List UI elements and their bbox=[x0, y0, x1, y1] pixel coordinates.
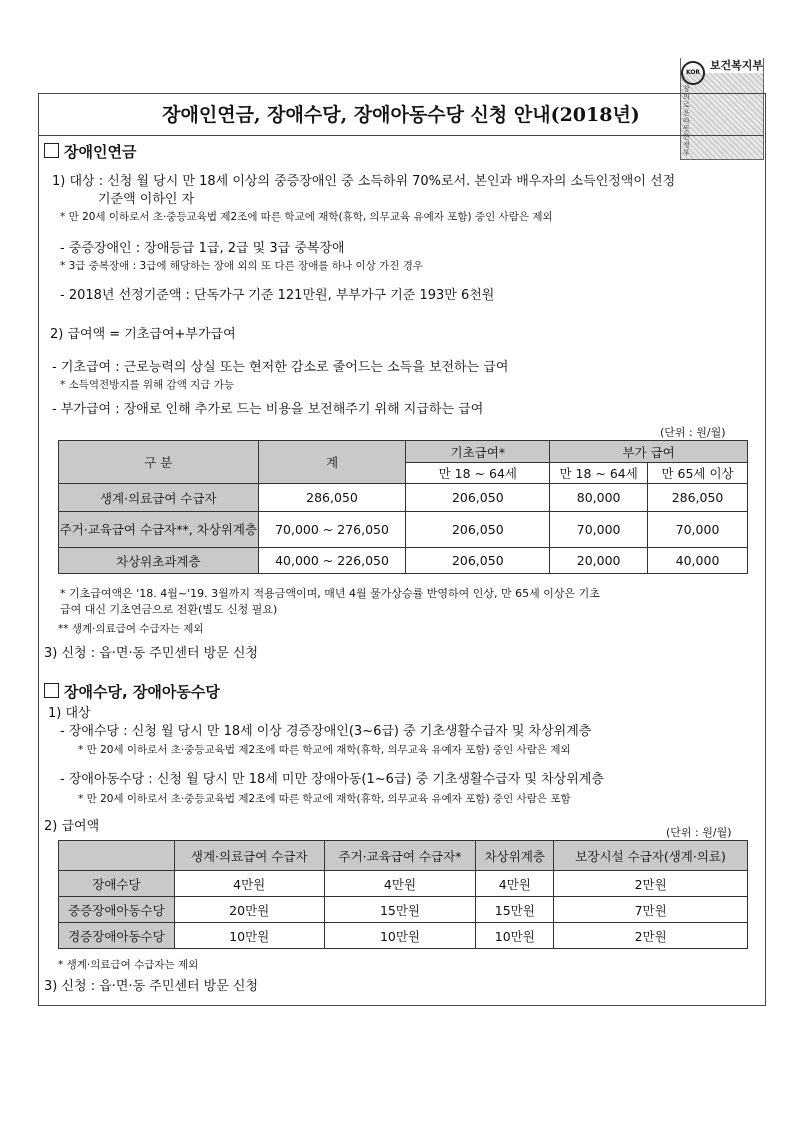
table-row bbox=[59, 897, 748, 923]
cell-total: 70,000 ~ 276,050 bbox=[258, 512, 406, 548]
pension-criteria: - 2018년 선정기준액 : 단독가구 기준 121만원, 부부가구 기준 193만 6천원 bbox=[60, 288, 495, 303]
checkbox-square-icon bbox=[44, 683, 59, 698]
table-row bbox=[59, 548, 748, 574]
cell-extra-65: 286,050 bbox=[648, 484, 748, 512]
document-title: 장애인연금, 장애수당, 장애아동수당 신청 안내(2018년) bbox=[38, 93, 764, 136]
row-label: 중증장애아동수당 bbox=[59, 897, 175, 923]
allowance-disab: - 장애수당 : 신청 월 당시 만 18세 이상 경증장애인(3~6급) 중 기초생활수급자 및 차상위계층 bbox=[60, 724, 592, 739]
allowance-note: * 생계·의료급여 수급자는 제외 bbox=[58, 959, 199, 971]
pension-target-note: * 만 20세 이하로서 초·중등교육법 제2조에 따른 학교에 재학(휴학, 의무교육 유예자 포함) 중인 사람은 제외 bbox=[60, 211, 553, 223]
cell-value: 10만원 bbox=[174, 923, 324, 949]
korea-logo-icon: KOR bbox=[681, 61, 705, 85]
cell-basic: 206,050 bbox=[406, 484, 550, 512]
pension-basic-note: * 소득역전방지를 위해 감액 지급 가능 bbox=[60, 379, 235, 391]
cell-value: 15만원 bbox=[476, 897, 554, 923]
table-row bbox=[59, 484, 748, 512]
pension-th-age1: 만 18 ~ 64세 bbox=[406, 463, 550, 484]
row-label: 차상위초과계층 bbox=[59, 548, 259, 574]
pension-th-total: 계 bbox=[258, 441, 406, 484]
allowance-benefit-heading: 2) 급여액 bbox=[44, 819, 100, 834]
pension-th-category: 구 분 bbox=[59, 441, 259, 484]
allowance-th-blank bbox=[59, 841, 175, 871]
pension-heading-text: 장애인연금 bbox=[64, 143, 137, 161]
table-row bbox=[59, 512, 748, 548]
cell-extra-65: 40,000 bbox=[648, 548, 748, 574]
allowance-child: - 장애아동수당 : 신청 월 당시 만 18세 미만 장애아동(1~6급) 중 기초생활수급자 및 차상위계층 bbox=[60, 772, 604, 787]
checkbox-square-icon bbox=[44, 143, 59, 158]
pension-severe: - 중증장애인 : 장애등급 1급, 2급 및 3급 중복장애 bbox=[60, 241, 345, 256]
pension-th-age3: 만 65세 이상 bbox=[648, 463, 748, 484]
allowance-th-livelihood: 생계·의료급여 수급자 bbox=[174, 841, 324, 871]
cell-value: 4만원 bbox=[174, 871, 324, 897]
table-row bbox=[59, 871, 748, 897]
cell-value: 4만원 bbox=[476, 871, 554, 897]
cell-total: 40,000 ~ 226,050 bbox=[258, 548, 406, 574]
cell-basic: 206,050 bbox=[406, 548, 550, 574]
allowance-child-note: * 만 20세 이하로서 초·중등교육법 제2조에 따른 학교에 재학(휴학, 의무교육 유예자 포함) 중인 사람은 포함 bbox=[78, 793, 571, 805]
cell-extra-18-64: 70,000 bbox=[550, 512, 648, 548]
allowance-th-housing: 주거·교육급여 수급자* bbox=[324, 841, 476, 871]
cell-value: 10만원 bbox=[476, 923, 554, 949]
table-row bbox=[59, 923, 748, 949]
pension-note1a: * 기초급여액은 '18. 4월~'19. 3월까지 적용금액이며, 매년 4월 물가상승률 반영하여 인상, 만 65세 이상은 기초 bbox=[60, 587, 600, 600]
pension-basic: - 기초급여 : 근로능력의 상실 또는 현저한 감소로 줄어드는 소득을 보전하는 급여 bbox=[52, 360, 509, 375]
allowance-heading-text: 장애수당, 장애아동수당 bbox=[64, 683, 220, 701]
pension-extra: - 부가급여 : 장애로 인해 추가로 드는 비용을 보전해주기 위해 지급하는 급여 bbox=[52, 402, 484, 417]
pension-target-line2: 기준액 이하인 자 bbox=[98, 192, 195, 207]
allowance-table bbox=[58, 840, 748, 949]
allowance-disab-note: * 만 20세 이하로서 초·중등교육법 제2조에 따른 학교에 재학(휴학, 의무교육 유예자 포함) 중인 사람은 제외 bbox=[78, 744, 571, 756]
row-label: 주거·교육급여 수급자**, 차상위계층 bbox=[59, 512, 259, 548]
cell-extra-18-64: 80,000 bbox=[550, 484, 648, 512]
cell-extra-18-64: 20,000 bbox=[550, 548, 648, 574]
pension-th-basic: 기초급여* bbox=[406, 441, 550, 463]
ministry-slogan: 창의로운 따뜻한 정부 bbox=[683, 85, 690, 157]
cell-value: 2만원 bbox=[554, 871, 748, 897]
row-label: 생계·의료급여 수급자 bbox=[59, 484, 259, 512]
cell-value: 4만원 bbox=[324, 871, 476, 897]
row-label: 장애수당 bbox=[59, 871, 175, 897]
pension-apply: 3) 신청 : 읍·면·동 주민센터 방문 신청 bbox=[44, 646, 259, 661]
pension-th-age2: 만 18 ~ 64세 bbox=[550, 463, 648, 484]
cell-value: 20만원 bbox=[174, 897, 324, 923]
ministry-name: 보건복지부 bbox=[681, 57, 763, 73]
cell-extra-65: 70,000 bbox=[648, 512, 748, 548]
allowance-th-facility: 보장시설 수급자(생계·의료) bbox=[554, 841, 748, 871]
pension-heading bbox=[44, 141, 136, 162]
allowance-unit: (단위 : 원/월) bbox=[666, 826, 732, 839]
pension-note1b: 급여 대신 기초연금으로 전환(별도 신청 필요) bbox=[60, 603, 278, 616]
pension-unit: (단위 : 원/월) bbox=[660, 426, 726, 439]
pension-target-line1: 1) 대상 : 신청 월 당시 만 18세 이상의 중증장애인 중 소득하위 70%로서. 본인과 배우자의 소득인정액이 선정 bbox=[52, 174, 676, 189]
pension-th-extra: 부가 급여 bbox=[550, 441, 748, 463]
allowance-target-heading: 1) 대상 bbox=[48, 706, 91, 721]
pension-benefit-heading: 2) 급여액 = 기초급여+부가급여 bbox=[50, 327, 236, 342]
cell-basic: 206,050 bbox=[406, 512, 550, 548]
pension-severe-note: * 3급 중복장애 : 3급에 해당하는 장애 외의 또 다른 장애를 하나 이상 가진 경우 bbox=[60, 260, 424, 272]
cell-value: 10만원 bbox=[324, 923, 476, 949]
cell-value: 2만원 bbox=[554, 923, 748, 949]
allowance-th-near-poor: 차상위계층 bbox=[476, 841, 554, 871]
pension-table bbox=[58, 440, 748, 574]
cell-total: 286,050 bbox=[258, 484, 406, 512]
cell-value: 15만원 bbox=[324, 897, 476, 923]
allowance-heading bbox=[44, 681, 220, 702]
row-label: 경증장애아동수당 bbox=[59, 923, 175, 949]
allowance-apply: 3) 신청 : 읍·면·동 주민센터 방문 신청 bbox=[44, 979, 259, 994]
cell-value: 7만원 bbox=[554, 897, 748, 923]
pension-note2: ** 생계·의료급여 수급자는 제외 bbox=[58, 623, 204, 635]
